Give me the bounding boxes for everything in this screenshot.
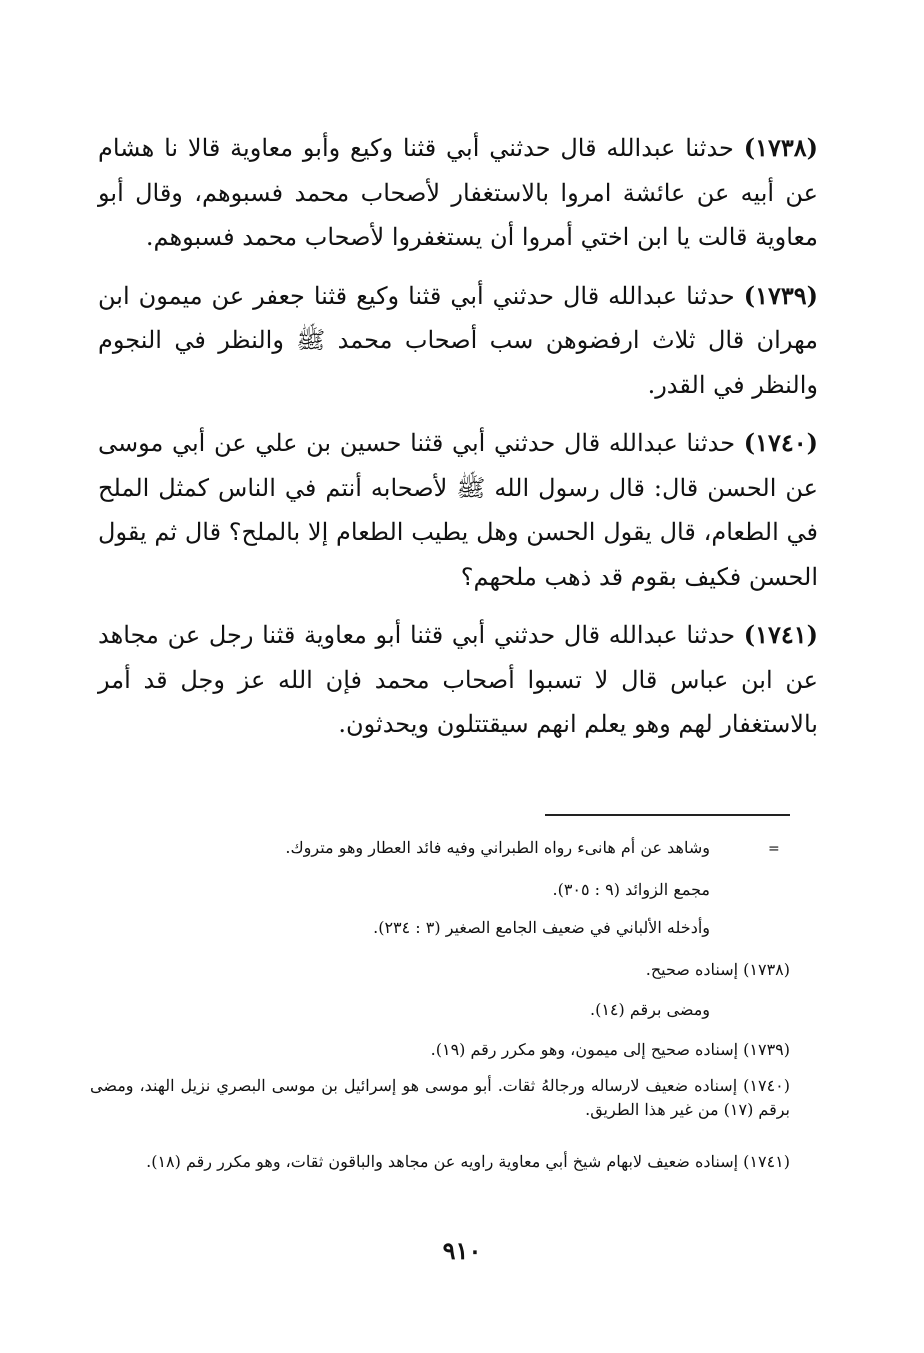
hadith-section <box>98 126 818 761</box>
hadith-text: حدثنا عبدالله قال حدثني أبي قثنا أبو معاوية قثنا رجل عن مجاهد عن ابن عباس قال لا تسبوا أصحاب محمد فإن الله عز وجل قد أمر بالاستغفار لهم وهو يعلم انهم سيقتتلون ويحدثون. <box>98 621 818 738</box>
footnote-line: وشاهد عن أم هانىء رواه الطبراني وفيه فائد العطار وهو متروك. <box>285 838 710 857</box>
hadith-number: (١٧٤١) <box>743 620 818 649</box>
footnote-1738: (١٧٣٨) إسناده صحيح. <box>645 960 790 979</box>
page-number: ٩١٠ <box>442 1236 482 1265</box>
hadith-1740 <box>98 421 818 599</box>
footnote-1738-cont: ومضى برقم (١٤). <box>589 1000 710 1019</box>
footnote-divider <box>545 814 790 816</box>
hadith-text: حدثنا عبدالله قال حدثني أبي قثنا حسين بن علي عن أبي موسى عن الحسن قال: قال رسول الله ﷺ لأصحابه أنتم في الناس كمثل الملح في الطعام، قال يقول الحسن وهل يطيب الطعام إلا بالملح؟ قال ثم يقول الحسن فكيف بقوم قد ذهب ملحهم؟ <box>98 429 818 591</box>
hadith-number: (١٧٣٩) <box>743 280 818 310</box>
hadith-text: حدثنا عبدالله قال حدثني أبي قثنا وكيع قثنا جعفر عن ميمون ابن مهران قال ثلاث ارفضوهن سب أصحاب محمد ﷺ والنظر في النجوم والنظر في القدر. <box>98 281 818 399</box>
hadith-number: (١٧٤٠) <box>743 428 818 457</box>
footnote-line: مجمع الزوائد (٩ : ٣٠٥). <box>552 880 710 899</box>
footnote-1741: (١٧٤١) إسناده ضعيف لابهام شيخ أبي معاوية راويه عن مجاهد والباقون ثقات، وهو مكرر رقم (١٨). <box>146 1152 790 1171</box>
footnote-line: وأدخله الألباني في ضعيف الجامع الصغير (٣ : ٢٣٤). <box>373 918 710 937</box>
hadith-number: (١٧٣٨) <box>743 133 818 162</box>
hadith-1741 <box>98 613 818 747</box>
hadith-1738 <box>98 126 818 260</box>
footnote-continuation-mark: = <box>768 841 780 857</box>
hadith-1739 <box>98 274 818 408</box>
hadith-text: حدثنا عبدالله قال حدثني أبي قثنا وكيع وأبو معاوية قالا نا هشام عن أبيه عن عائشة امروا بالاستغفار لأصحاب محمد فسبوهم، وقال أبو معاوية قالت يا ابن اختي أمروا أن يستغفروا لأصحاب محمد فسبوهم. <box>98 134 818 251</box>
footnote-1740: (١٧٤٠) إسناده ضعيف لارساله ورجالهُ ثقات. أبو موسى هو إسرائيل بن موسى البصري نزيل الهند، ومضى برقم (١٧) من غير هذا الطريق. <box>90 1076 790 1119</box>
footnote-1739: (١٧٣٩) إسناده صحيح إلى ميمون، وهو مكرر رقم (١٩). <box>430 1040 790 1059</box>
